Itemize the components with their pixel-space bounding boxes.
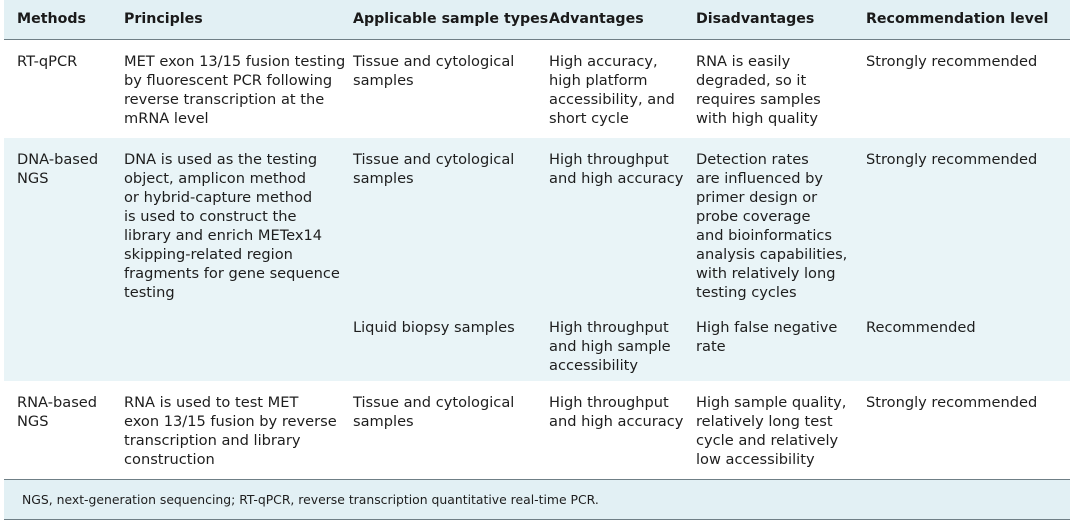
method-dna-ngs: DNA-based NGS xyxy=(17,151,99,187)
cell-method xyxy=(4,40,124,139)
cell-principle xyxy=(124,40,353,139)
table-footnote: NGS, next-generation sequencing; RT-qPCR, reverse transcription quantitative real-time PCR. xyxy=(4,480,1070,520)
disadvantages-text: High false negative rate xyxy=(696,319,838,355)
advantages-text: High accuracy, high platform accessibility, and short cycle xyxy=(549,53,675,127)
method-rna-ngs: RNA-based NGS xyxy=(17,394,98,430)
sample-types-text: Tissue and cytological samples xyxy=(353,394,515,430)
cell-advantages xyxy=(549,138,696,312)
principle-text: DNA is used as the testing object, amplicon method or hybrid-capture method is used to construct the library and enrich METex14 skipping-related region fragments for gene sequence testing xyxy=(124,151,340,301)
cell-method xyxy=(4,381,124,480)
sample-types-text: Liquid biopsy samples xyxy=(353,319,515,336)
header-sample-types: Applicable sample types xyxy=(353,0,549,40)
header-recommendation: Recommendation level xyxy=(866,0,1070,40)
cell-recommendation xyxy=(866,381,1070,480)
disadvantages-text: High sample quality, relatively long test cycle and relatively low accessibility xyxy=(696,394,847,468)
cell-advantages xyxy=(549,312,696,381)
table-row xyxy=(4,312,1070,381)
sample-types-text: Tissue and cytological samples xyxy=(353,53,515,89)
disadvantages-text: Detection rates are influenced by primer design or probe coverage and bioinformatics analysis capabilities, with relatively long testing cycles xyxy=(696,151,848,301)
principle-text: RNA is used to test MET exon 13/15 fusion by reverse transcription and library construction xyxy=(124,394,337,468)
cell-disadvantages xyxy=(696,381,866,480)
cell-sample-types xyxy=(353,381,549,480)
cell-sample-types xyxy=(353,312,549,381)
cell-advantages xyxy=(549,40,696,139)
cell-principle xyxy=(124,312,353,381)
methods-table-container xyxy=(4,0,1070,520)
principle-empty xyxy=(124,312,353,324)
cell-principle xyxy=(124,138,353,312)
header-principles: Principles xyxy=(124,0,353,40)
cell-principle xyxy=(124,381,353,480)
cell-advantages xyxy=(549,381,696,480)
header-methods: Methods xyxy=(4,0,124,40)
principle-text: MET exon 13/15 fusion testing by fluorescent PCR following reverse transcription at the mRNA level xyxy=(124,53,346,127)
cell-sample-types xyxy=(353,138,549,312)
recommendation-text: Recommended xyxy=(866,319,976,336)
table-header-row xyxy=(4,0,1070,40)
method-rt-qpcr: RT-qPCR xyxy=(17,53,78,70)
cell-disadvantages xyxy=(696,312,866,381)
recommendation-text: Strongly recommended xyxy=(866,151,1038,168)
sample-types-text: Tissue and cytological samples xyxy=(353,151,515,187)
header-disadvantages: Disadvantages xyxy=(696,0,866,40)
header-advantages: Advantages xyxy=(549,0,696,40)
method-empty xyxy=(17,312,124,324)
methods-comparison-table xyxy=(4,0,1070,480)
cell-recommendation xyxy=(866,138,1070,312)
advantages-text: High throughput and high accuracy xyxy=(549,394,684,430)
table-row xyxy=(4,40,1070,139)
table-row xyxy=(4,138,1070,312)
cell-disadvantages xyxy=(696,40,866,139)
recommendation-text: Strongly recommended xyxy=(866,394,1038,411)
cell-recommendation xyxy=(866,40,1070,139)
advantages-text: High throughput and high sample accessibility xyxy=(549,319,671,374)
cell-sample-types xyxy=(353,40,549,139)
cell-disadvantages xyxy=(696,138,866,312)
cell-recommendation xyxy=(866,312,1070,381)
disadvantages-text: RNA is easily degraded, so it requires samples with high quality xyxy=(696,53,821,127)
advantages-text: High throughput and high accuracy xyxy=(549,151,684,187)
cell-method xyxy=(4,312,124,381)
cell-method xyxy=(4,138,124,312)
table-row xyxy=(4,381,1070,480)
recommendation-text: Strongly recommended xyxy=(866,53,1038,70)
